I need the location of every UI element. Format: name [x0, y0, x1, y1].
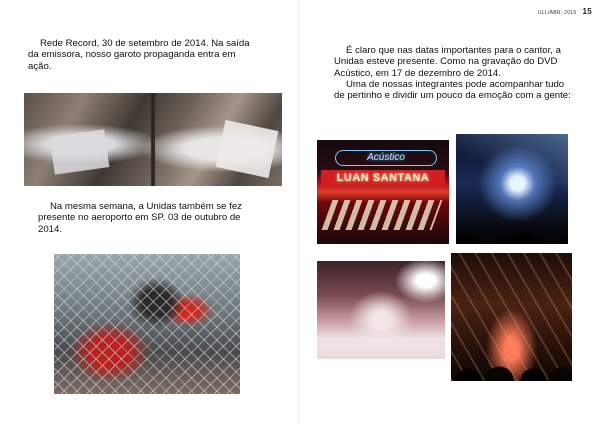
page-header — [538, 7, 592, 16]
issue-label: ULL/ABR, 2015 — [537, 10, 577, 16]
photo-sign-right — [216, 120, 279, 178]
crowd-silhouette — [456, 222, 568, 244]
crowd-silhouette — [451, 353, 572, 381]
caption-airport: Na mesma semana, a Unidas também se fez presente no aeroporto em SP. 03 de outubro de 2014. — [38, 201, 242, 235]
caption-record: Rede Record, 30 de setembro de 2014. Na saída da emissora, nosso garoto propaganda entra em ação. — [28, 38, 250, 72]
photo-stage-blue — [456, 134, 568, 244]
neon-sign-top: Acústico — [335, 150, 437, 166]
photo-stage-crowd — [451, 253, 572, 381]
photo-airport-fence — [54, 254, 240, 394]
photo-neon-sign — [317, 140, 449, 244]
photo-street-signs — [24, 93, 282, 186]
dvd-text: É claro que nas datas importantes para o cantor, a Unidas esteve presente. Como na gravação do DVD Acústico, em 17 de dezembro de 2014. Uma de nossas integrantes pode acompanhar tudo de pertinho e dividir um pouco da emoção com a gente: — [334, 45, 571, 102]
neon-sign-main: LUAN SANTANA — [321, 170, 445, 186]
photo-stage-band — [317, 261, 445, 359]
photo-sign-left — [50, 129, 110, 174]
right-page — [300, 0, 600, 424]
stage-lights — [322, 200, 443, 230]
page-number: 15 — [582, 7, 592, 16]
